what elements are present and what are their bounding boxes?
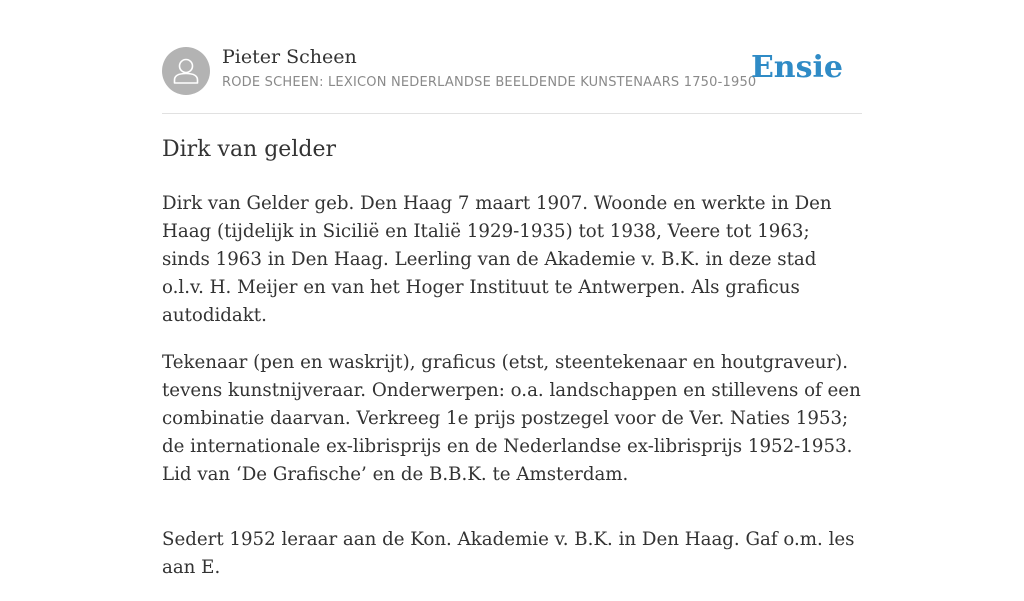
article-paragraph: Tekenaar (pen en waskrijt), graficus (etst, steentekenaar en houtgraveur). tevens kunstnijveraar. Onderwerpen: o.a. landschappen en stillevens of een combinatie daarvan. Verkreeg 1e prijs postzegel voor de Ver. Naties 1953; de internationale ex-librisprijs en de Nederlandse ex-librisprijs 1952-1953. Lid van ‘De Grafische’ en de B.B.K. te Amsterdam. — [162, 352, 861, 485]
article-paragraph: Dirk van Gelder geb. Den Haag 7 maart 1907. Woonde en werkte in Den Haag (tijdelijk in Sicilië en Italië 1929-1935) tot 1938, Veere tot 1963; sinds 1963 in Den Haag. Leerling van de Akademie v. B.K. in deze stad o.l.v. H. Meijer en van het Hoger Instituut te Antwerpen. Als graficus autodidakt. — [162, 193, 832, 326]
user-icon — [162, 47, 210, 95]
header-divider — [162, 113, 862, 114]
author-avatar[interactable] — [162, 47, 210, 95]
source-name[interactable]: RODE SCHEEN: LEXICON NEDERLANDSE BEELDENDE KUNSTENAARS 1750-1950 — [222, 75, 757, 90]
article-body — [162, 190, 862, 601]
page-title: Dirk van gelder — [162, 137, 336, 162]
author-name[interactable]: Pieter Scheen — [222, 46, 357, 68]
article-paragraph: Sedert 1952 leraar aan de Kon. Akademie v. B.K. in Den Haag. Gaf o.m. les aan E. — [162, 529, 855, 578]
article-header — [162, 46, 862, 96]
ensie-logo[interactable]: Ensie — [750, 50, 843, 85]
